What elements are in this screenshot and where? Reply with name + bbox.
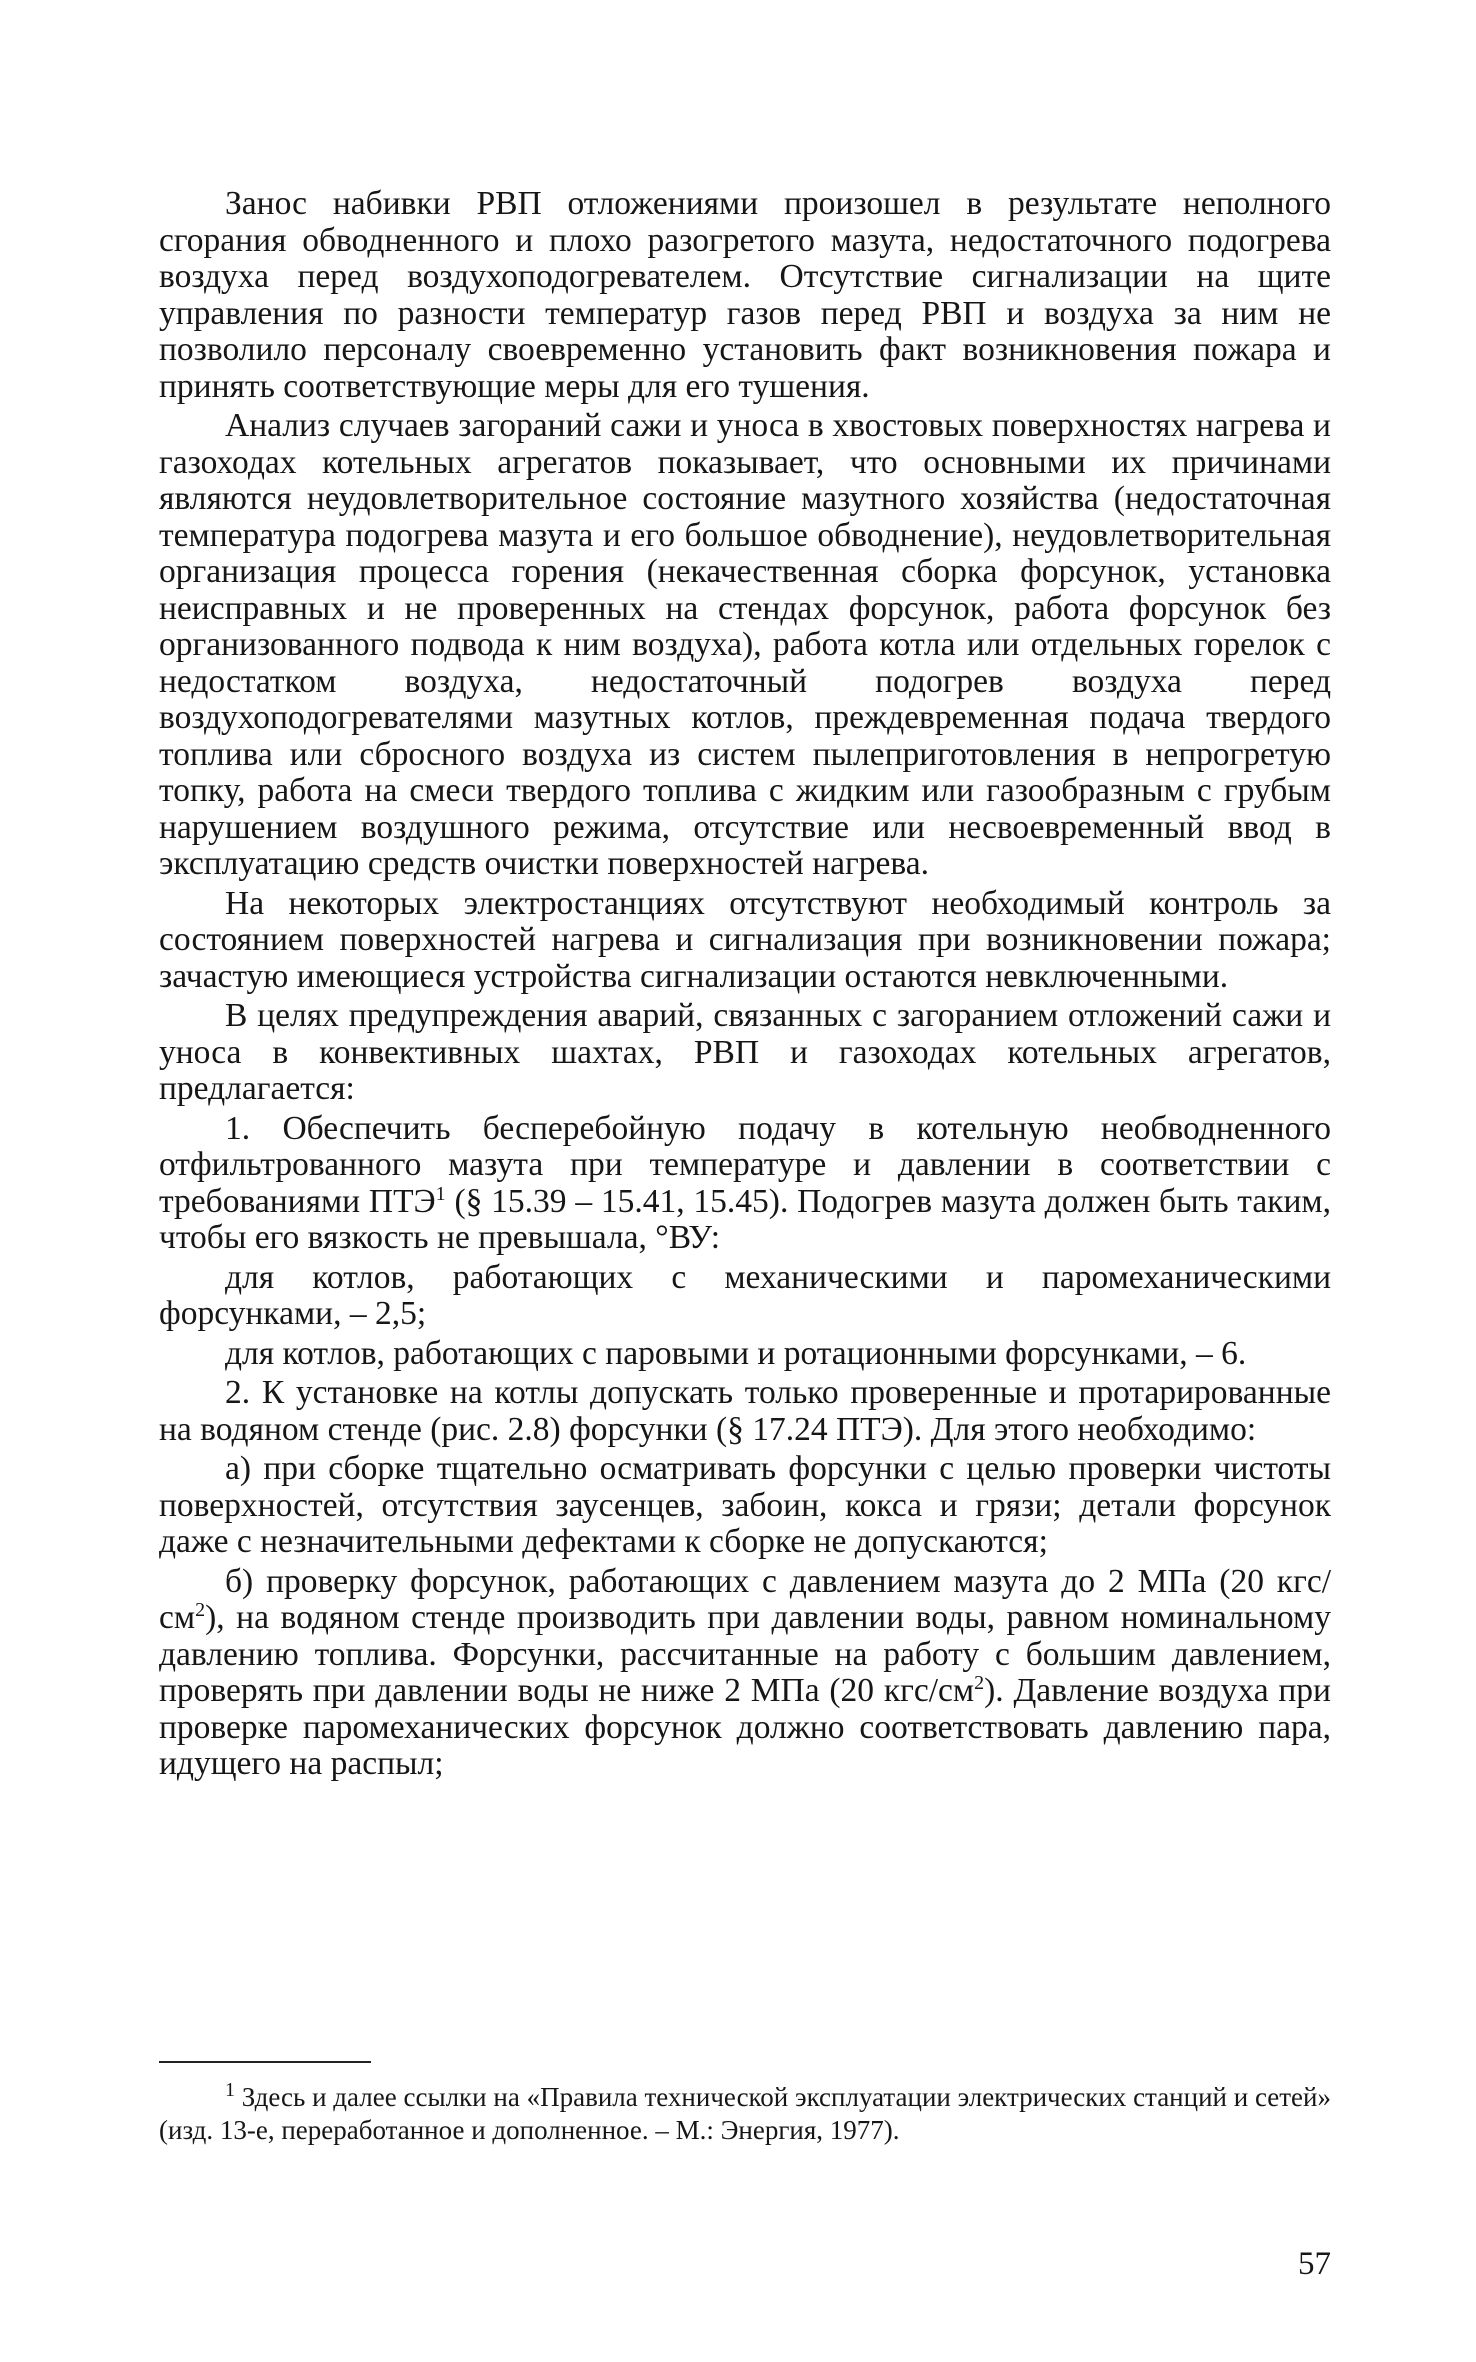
list-item-2a: а) при сборке тщательно осматривать форсунки с целью проверки чистоты поверхностей, отсутствия заусенцев, забоин, кокса и грязи; детали форсунок даже с незначительными дефектами к сборке не допускаются; <box>159 1450 1331 1560</box>
list-item-2b-text-a: б) проверку форсунок, работающих с давлением мазута до 2 МПа (20 кгс/см <box>159 1562 1331 1636</box>
list-item-1-text-b: (§ 15.39 – 15.41, 15.45). Подогрев мазута должен быть таким, чтобы его вязкость не превышала, °ВУ: <box>159 1182 1331 1256</box>
viscosity-steam: для котлов, работающих с паровыми и ротационными форсунками, – 6. <box>225 1334 1247 1372</box>
footnote-divider <box>159 2061 371 2063</box>
paragraph-analysis: Анализ случаев загораний сажи и уноса в хвостовых поверхностях нагрева и газоходах котельных агрегатов показывает, что основными их причинами являются неудовлетворительное состояние мазутного хозяйства (недостаточная температура подогрева мазута и его большое обводнение), неудовлетворительная организация процесса горения (некачественная сборка форсунок, установка неисправных и не проверенных на стендах форсунок, работа форсунок без организованного подвода к ним воздуха), работа котла или отдельных горелок с недостатком воздуха, недостаточный подогрев воздуха перед воздухоподогревателями мазутных котлов, преждевременная подача твердого топлива или сбросного воздуха из систем пылеприготовления в непрогретую топку, работа на смеси твердого топлива с жидким или газообразным с грубым нарушением воздушного режима, отсутствие или несвоевременный ввод в эксплуатацию средств очистки поверхностей нагрева. <box>159 407 1331 882</box>
superscript-2: 2 <box>974 1671 985 1694</box>
list-item-1-text-a: 1. Обеспечить бесперебойную подачу в котельную необводненного отфильтрованного мазута при температуре и давлении в соответствии с требованиями ПТЭ <box>159 1109 1331 1220</box>
footnote <box>159 2081 1331 2147</box>
superscript-2: 2 <box>195 1598 206 1621</box>
footnote-ref: 1 <box>435 1182 446 1205</box>
footnote-mark: 1 <box>225 2079 235 2101</box>
viscosity-mechanical: для котлов, работающих с механическими и паромеханическими форсунками, – 2,5; <box>159 1258 1331 1332</box>
page-number: 57 <box>1298 2246 1331 2282</box>
paragraph-rvp-fire: Занос набивки РВП отложениями произошел в результате неполного сгорания обводненного и плохо разогретого мазута, недостаточного подогрева воздуха перед воздухоподогревателем. Отсутствие сигнализации на щите управления по разности температур газов перед РВП и воздуха за ним не позволило персоналу своевременно установить факт возникновения пожара и принять соответствующие меры для его тушения. <box>159 185 1331 405</box>
list-item-2: 2. К установке на котлы допускать только проверенные и протарированные на водяном стенде (рис. 2.8) форсунки (§ 17.24 ПТЭ). Для этого необходимо: <box>159 1374 1331 1448</box>
list-item-2b <box>159 1564 1331 1783</box>
footnote-text: Здесь и далее ссылки на «Правила технической эксплуатации электрических станций и сетей» (изд. 13-е, переработанное и дополненное. – М.: Энергия, 1977). <box>159 2082 1331 2145</box>
list-item-1 <box>159 1111 1331 1257</box>
paragraph-monitoring: На некоторых электростанциях отсутствуют необходимый контроль за состоянием поверхностей нагрева и сигнализация при возникновении пожара; зачастую имеющиеся устройства сигнализации остаются невключенными. <box>159 884 1331 995</box>
paragraph-proposal: В целях предупреждения аварий, связанных с загоранием отложений сажи и уноса в конвективных шахтах, РВП и газоходах котельных агрегатов, предлагается: <box>159 997 1331 1107</box>
list-item-2b-text-c: ). Давление воздуха при проверке паромеханических форсунок должно соответствовать давлению пара, идущего на распыл; <box>159 1672 1331 1782</box>
main-text <box>159 186 1331 1783</box>
list-item-2b-text-b: ), на водяном стенде производить при давлении воды, равном номинальному давлению топлива. Форсунки, рассчитанные на работу с большим давлением, проверять при давлении воды не ниже 2 МПа (20 кгс/см <box>159 1599 1331 1709</box>
